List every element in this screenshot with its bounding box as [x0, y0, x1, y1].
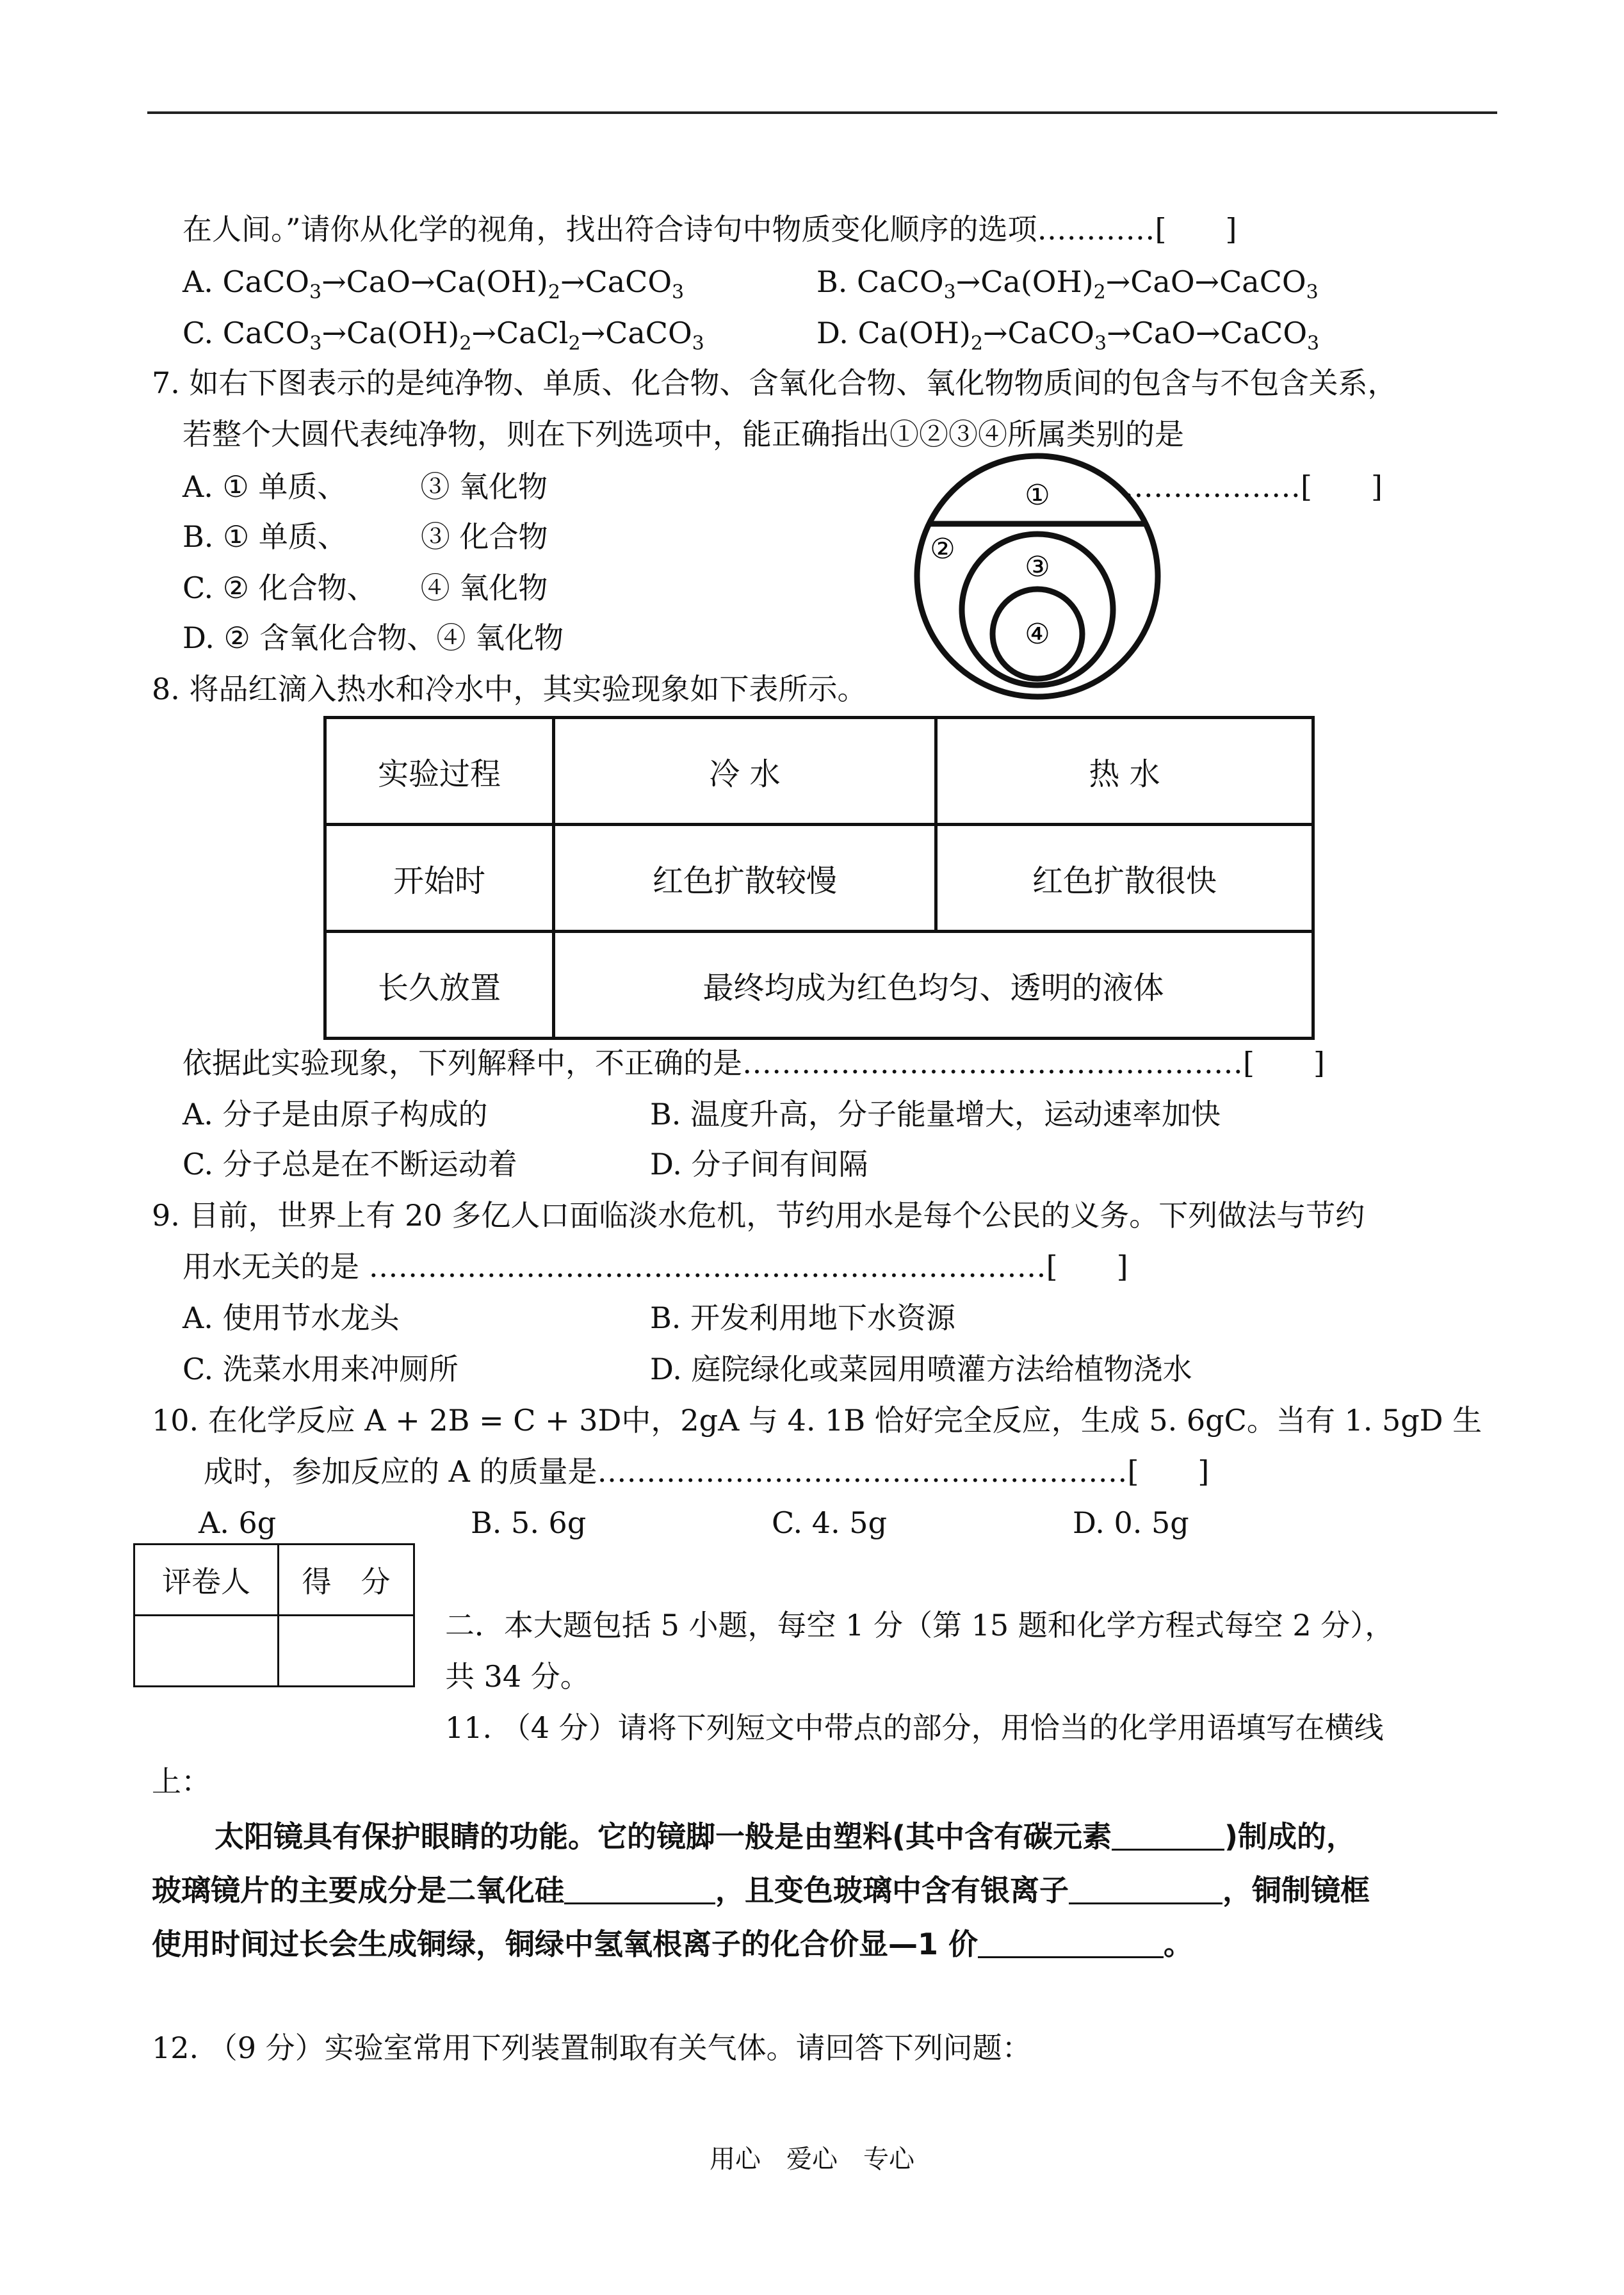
q11-text: 太阳镜具有保护眼睛的功能。它的镜脚一般是由塑料(其中含有碳元素 — [215, 1819, 1112, 1854]
silicon-dioxide-blank[interactable] — [564, 1877, 715, 1904]
region-label-2: ② — [930, 533, 955, 565]
carbon-element-blank[interactable] — [1112, 1823, 1224, 1851]
q11-stem-1: 11. （4 分）请将下列短文中带点的部分，用恰当的化学用语填写在横线 — [445, 1710, 1384, 1745]
q12-stem: 12. （9 分）实验室常用下列装置制取有关气体。请回答下列问题： — [152, 2031, 1032, 2065]
hydroxide-valence-blank[interactable] — [978, 1931, 1164, 1958]
q9-stem-1: 9. 目前，世界上有 20 多亿人口面临淡水危机，节约用水是每个公民的义务。下列做法与节约 — [152, 1198, 1365, 1233]
table-cell: 实验过程 — [325, 718, 554, 825]
q6-option-c: C. $CaCO_3\to Ca(OH)_2\to CaCl_2\to CaCO_3$ — [183, 316, 704, 355]
region-label-1: ① — [1025, 479, 1050, 512]
q8-option-a: A. 分子是由原子构成的 — [183, 1097, 488, 1131]
q10-option-c: C. 4. 5g — [772, 1505, 888, 1540]
table-cell: 最终均成为红色均匀、透明的液体 — [554, 932, 1313, 1039]
q7-option-b: B. ① 单质、 ③ 化合物 — [183, 519, 548, 554]
q9-option-c: C. 洗菜水用来冲厕所 — [183, 1352, 459, 1386]
q11-text: )制成的， — [1224, 1819, 1356, 1854]
table-cell: 冷 水 — [554, 718, 936, 825]
region-label-3: ③ — [1025, 551, 1050, 583]
q7-option-a: A. ① 单质、 ③ 氧化物 — [183, 469, 548, 504]
grader-header: 评卷人 — [134, 1545, 279, 1616]
q7-option-d: D. ② 含氧化合物、④ 氧化物 — [183, 620, 564, 655]
classification-venn-diagram — [909, 448, 1165, 704]
table-row — [134, 1616, 414, 1687]
table-row — [134, 1545, 414, 1616]
q11-text: ，且变色玻璃中含有银离子 — [715, 1873, 1069, 1908]
part2-heading-1: 二．本大题包括 5 小题，每空 1 分（第 15 题和化学方程式每空 2 分）， — [445, 1608, 1395, 1642]
q9-option-b: B. 开发利用地下水资源 — [650, 1301, 956, 1335]
silver-ion-blank[interactable] — [1069, 1877, 1222, 1904]
score-cell — [279, 1616, 414, 1687]
q11-passage-line-2 — [152, 1871, 1370, 1910]
q11-passage-line-3 — [152, 1925, 1193, 1963]
q8-option-d: D. 分子间有间隔 — [650, 1147, 868, 1181]
q11-stem-2: 上： — [152, 1764, 211, 1799]
q7-stem-2: 若整个大圆代表纯净物，则在下列选项中，能正确指出①②③④所属类别的是 — [183, 417, 1184, 451]
q7-stem-1: 7. 如右下图表示的是纯净物、单质、化合物、含氧化合物、氧化物物质间的包含与不包含关系， — [152, 366, 1397, 400]
region-label-4: ④ — [1025, 618, 1050, 651]
q10-option-a: A. 6g — [199, 1505, 277, 1540]
table-row — [325, 825, 1313, 932]
table-cell: 红色扩散很快 — [936, 825, 1313, 932]
q7-option-c: C. ② 化合物、 ④ 氧化物 — [183, 571, 548, 605]
q8-stem: 8. 将品红滴入热水和冷水中，其实验现象如下表所示。 — [152, 672, 867, 706]
q9-stem-2: 用水无关的是 ……………………………………………………………[ ] — [183, 1249, 1128, 1284]
q8-option-b: B. 温度升高，分子能量增大，运动速率加快 — [650, 1097, 1221, 1131]
q8-option-c: C. 分子总是在不断运动着 — [183, 1147, 517, 1181]
q11-text: ，铜制镜框 — [1222, 1873, 1370, 1908]
q9-option-a: A. 使用节水龙头 — [183, 1301, 400, 1335]
q11-text: 玻璃镜片的主要成分是二氧化硅 — [152, 1873, 564, 1908]
q10-stem-1: 10. 在化学反应 A + 2B = C + 3D中，2gA 与 4. 1B 恰好完全反应，生成 5. 6gC。当有 1. 5gD 生 — [152, 1403, 1482, 1438]
table-cell: 热 水 — [936, 718, 1313, 825]
score-table — [133, 1543, 415, 1687]
q6-option-b: B. $CaCO_3\to Ca(OH)_2\to CaO\to CaCO_3$ — [816, 264, 1319, 304]
q9-option-d: D. 庭院绿化或菜园用喷灌方法给植物浇水 — [650, 1352, 1192, 1386]
q6-option-a: A. $CaCO_3\to CaO\to Ca(OH)_2\to CaCO_3$ — [183, 264, 685, 304]
q6-option-d: D. $Ca(OH)_2\to CaCO_3\to CaO\to CaCO_3$ — [816, 316, 1320, 355]
header-rule — [147, 111, 1497, 114]
grader-cell — [134, 1616, 279, 1687]
q10-option-d: D. 0. 5g — [1073, 1505, 1189, 1540]
table-cell: 红色扩散较慢 — [554, 825, 936, 932]
q8-question: 依据此实验现象，下列解释中，不正确的是……………………………………………[ ] — [183, 1046, 1325, 1080]
q11-passage-line-1 — [215, 1817, 1356, 1856]
page-footer: 用心 爱心 专心 — [710, 2145, 914, 2174]
q11-text: 使用时间过长会生成铜绿，铜绿中氢氧根离子的化合价显—1 价 — [152, 1927, 978, 1961]
q10-option-b: B. 5. 6g — [471, 1505, 587, 1540]
score-header: 得 分 — [279, 1545, 414, 1616]
q11-text: 。 — [1164, 1927, 1194, 1961]
table-cell: 长久放置 — [325, 932, 554, 1039]
q10-stem-2: 成时，参加反应的 A 的质量是………………………………………………[ ] — [204, 1454, 1210, 1489]
part2-heading-2: 共 34 分。 — [445, 1659, 590, 1694]
table-row — [325, 718, 1313, 825]
experiment-table — [323, 716, 1315, 1040]
q7-answer-bracket: ………………[ ] — [1124, 469, 1383, 504]
q6-continuation: 在人间。”请你从化学的视角，找出符合诗句中物质变化顺序的选项…………[ ] — [183, 212, 1237, 247]
table-row — [325, 932, 1313, 1039]
table-cell: 开始时 — [325, 825, 554, 932]
